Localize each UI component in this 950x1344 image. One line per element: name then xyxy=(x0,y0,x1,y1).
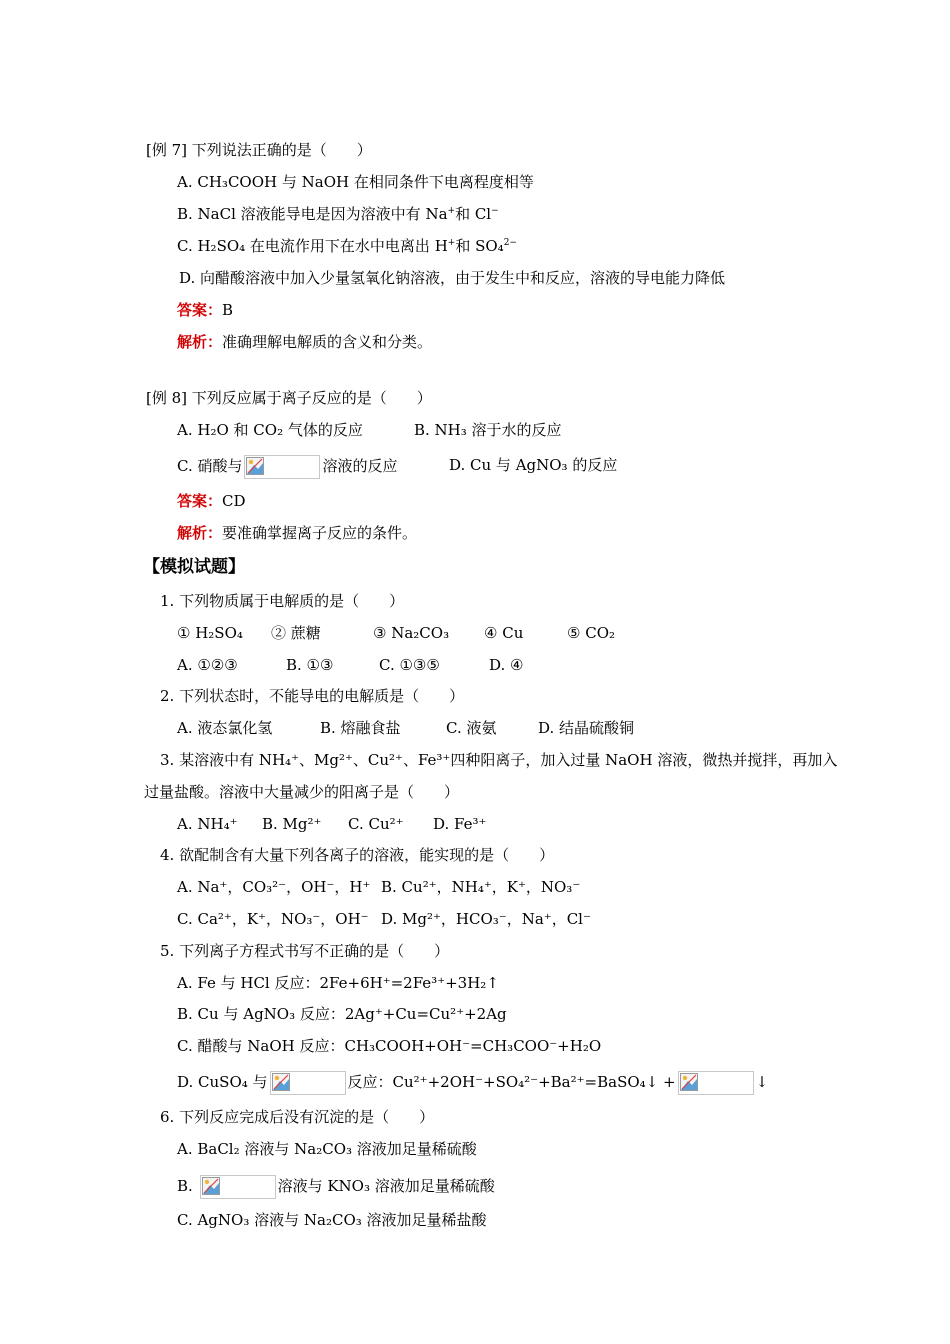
broken-image-placeholder xyxy=(270,1071,346,1095)
option-c-text-1: C. H₂SO₄ 在电流作用下在水中电离出 H xyxy=(177,237,448,255)
q2-option-b: B. 熔融食盐 xyxy=(320,719,401,737)
option-d-text-3: ↓ xyxy=(755,1073,769,1091)
explanation-text: 准确理解电解质的含义和分类。 xyxy=(222,333,433,351)
q6-option-c: C. AgNO₃ 溶液与 Na₂CO₃ 溶液加足量稀盐酸 xyxy=(177,1211,487,1229)
q4-option-d: D. Mg²⁺，HCO₃⁻，Na⁺，Cl⁻ xyxy=(381,910,591,928)
option-b-text-1: B. NaCl 溶液能导电是因为溶液中有 Na xyxy=(177,205,448,223)
broken-image-placeholder xyxy=(244,455,320,479)
q2-option-d: D. 结晶硫酸铜 xyxy=(538,719,635,737)
q1-question: 1. 下列物质属于电解质的是（ ） xyxy=(160,592,405,610)
explanation-label: 解析： xyxy=(177,333,223,351)
option-c-text-2: 和 SO₄ xyxy=(455,237,504,255)
example-7-answer xyxy=(177,300,233,320)
minus-sup: − xyxy=(491,206,499,216)
answer-label: 答案： xyxy=(177,301,223,319)
explanation-text: 要准确掌握离子反应的条件。 xyxy=(222,524,418,542)
q5-question: 5. 下列离子方程式书写不正确的是（ ） xyxy=(160,942,450,960)
charge-sup: 2− xyxy=(503,238,517,248)
q4-option-b: B. Cu²⁺，NH₄⁺，K⁺，NO₃⁻ xyxy=(381,878,581,896)
answer-value: B xyxy=(222,301,234,319)
example-8-option-a: A. H₂O 和 CO₂ 气体的反应 xyxy=(177,421,363,439)
example-8-option-c xyxy=(177,455,398,475)
q3-option-b: B. Mg²⁺ xyxy=(262,815,322,833)
broken-image-icon xyxy=(680,1073,698,1091)
q5-option-b: B. Cu 与 AgNO₃ 反应：2Ag⁺+Cu=Cu²⁺+2Ag xyxy=(177,1005,507,1023)
example-8-answer xyxy=(177,491,246,511)
q4-question: 4. 欲配制含有大量下列各离子的溶液，能实现的是（ ） xyxy=(160,846,555,864)
q6-question: 6. 下列反应完成后没有沉淀的是（ ） xyxy=(160,1108,435,1126)
q4-option-c: C. Ca²⁺，K⁺，NO₃⁻，OH⁻ xyxy=(177,910,369,928)
q4-option-a: A. Na⁺，CO₃²⁻，OH⁻，H⁺ xyxy=(177,878,371,896)
answer-value: CD xyxy=(222,492,246,510)
q1-option-c: C. ①③⑤ xyxy=(379,656,440,674)
option-c-text-1: C. 硝酸与 xyxy=(177,457,243,475)
q2-option-a: A. 液态氯化氢 xyxy=(177,719,273,737)
example-8-question: [例 8] 下列反应属于离子反应的是（ ） xyxy=(146,389,432,407)
option-b-text-2: 和 Cl xyxy=(455,205,492,223)
q2-question: 2. 下列状态时，不能导电的电解质是（ ） xyxy=(160,687,465,705)
q1-item-5: ⑤ CO₂ xyxy=(567,624,616,642)
answer-label: 答案： xyxy=(177,492,223,510)
example-8-option-b: B. NH₃ 溶于水的反应 xyxy=(414,421,562,439)
q3-option-d: D. Fe³⁺ xyxy=(433,815,487,833)
broken-image-icon xyxy=(272,1073,290,1091)
example-7-question: [例 7] 下列说法正确的是（ ） xyxy=(146,141,372,159)
example-7-option-c xyxy=(177,236,517,256)
broken-image-placeholder xyxy=(678,1071,754,1095)
q3-option-c: C. Cu²⁺ xyxy=(348,815,404,833)
option-d-text-2: 反应：Cu²⁺+2OH⁻+SO₄²⁻+Ba²⁺=BaSO₄↓ + xyxy=(347,1073,676,1091)
option-b-text-2: 溶液与 KNO₃ 溶液加足量稀硫酸 xyxy=(277,1177,495,1195)
option-d-text-1: D. CuSO₄ 与 xyxy=(177,1073,268,1091)
option-b-text-1: B. xyxy=(177,1177,193,1195)
q1-option-b: B. ①③ xyxy=(286,656,334,674)
option-c-text-2: 溶液的反应 xyxy=(322,457,398,475)
q1-item-4: ④ Cu xyxy=(484,624,524,642)
section-title: 【模拟试题】 xyxy=(143,557,245,577)
q2-option-c: C. 液氨 xyxy=(446,719,497,737)
q1-option-d: D. ④ xyxy=(489,656,524,674)
q3-option-a: A. NH₄⁺ xyxy=(177,815,238,833)
example-7-option-d: D. 向醋酸溶液中加入少量氢氧化钠溶液，由于发生中和反应，溶液的导电能力降低 xyxy=(179,269,726,287)
explanation-label: 解析： xyxy=(177,524,223,542)
example-7-option-b xyxy=(177,204,499,224)
q5-option-c: C. 醋酸与 NaOH 反应：CH₃COOH+OH⁻=CH₃COO⁻+H₂O xyxy=(177,1037,602,1055)
example-8-explanation xyxy=(177,523,417,543)
q1-item-2: ② 蔗糖 xyxy=(271,624,321,642)
q5-option-d xyxy=(177,1071,768,1091)
broken-image-icon xyxy=(202,1177,220,1195)
q3-question-line-2: 过量盐酸。溶液中大量减少的阳离子是（ ） xyxy=(144,783,460,801)
example-8-option-d: D. Cu 与 AgNO₃ 的反应 xyxy=(449,456,618,474)
plus-sup: + xyxy=(447,206,456,216)
q6-option-b xyxy=(177,1175,495,1195)
q1-item-3: ③ Na₂CO₃ xyxy=(373,624,450,642)
broken-image-icon xyxy=(246,457,264,475)
q1-item-1: ① H₂SO₄ xyxy=(177,624,243,642)
q5-option-a: A. Fe 与 HCl 反应：2Fe+6H⁺=2Fe³⁺+3H₂↑ xyxy=(177,974,499,992)
broken-image-placeholder xyxy=(200,1175,276,1199)
q1-option-a: A. ①②③ xyxy=(177,656,238,674)
example-7-explanation xyxy=(177,332,432,352)
q3-question-line-1: 3. 某溶液中有 NH₄⁺、Mg²⁺、Cu²⁺、Fe³⁺四种阳离子，加入过量 NaOH 溶液，微热并搅拌，再加入 xyxy=(160,751,838,769)
example-7-option-a: A. CH₃COOH 与 NaOH 在相同条件下电离程度相等 xyxy=(177,173,534,191)
plus-sup: + xyxy=(447,238,456,248)
q6-option-a: A. BaCl₂ 溶液与 Na₂CO₃ 溶液加足量稀硫酸 xyxy=(177,1140,477,1158)
